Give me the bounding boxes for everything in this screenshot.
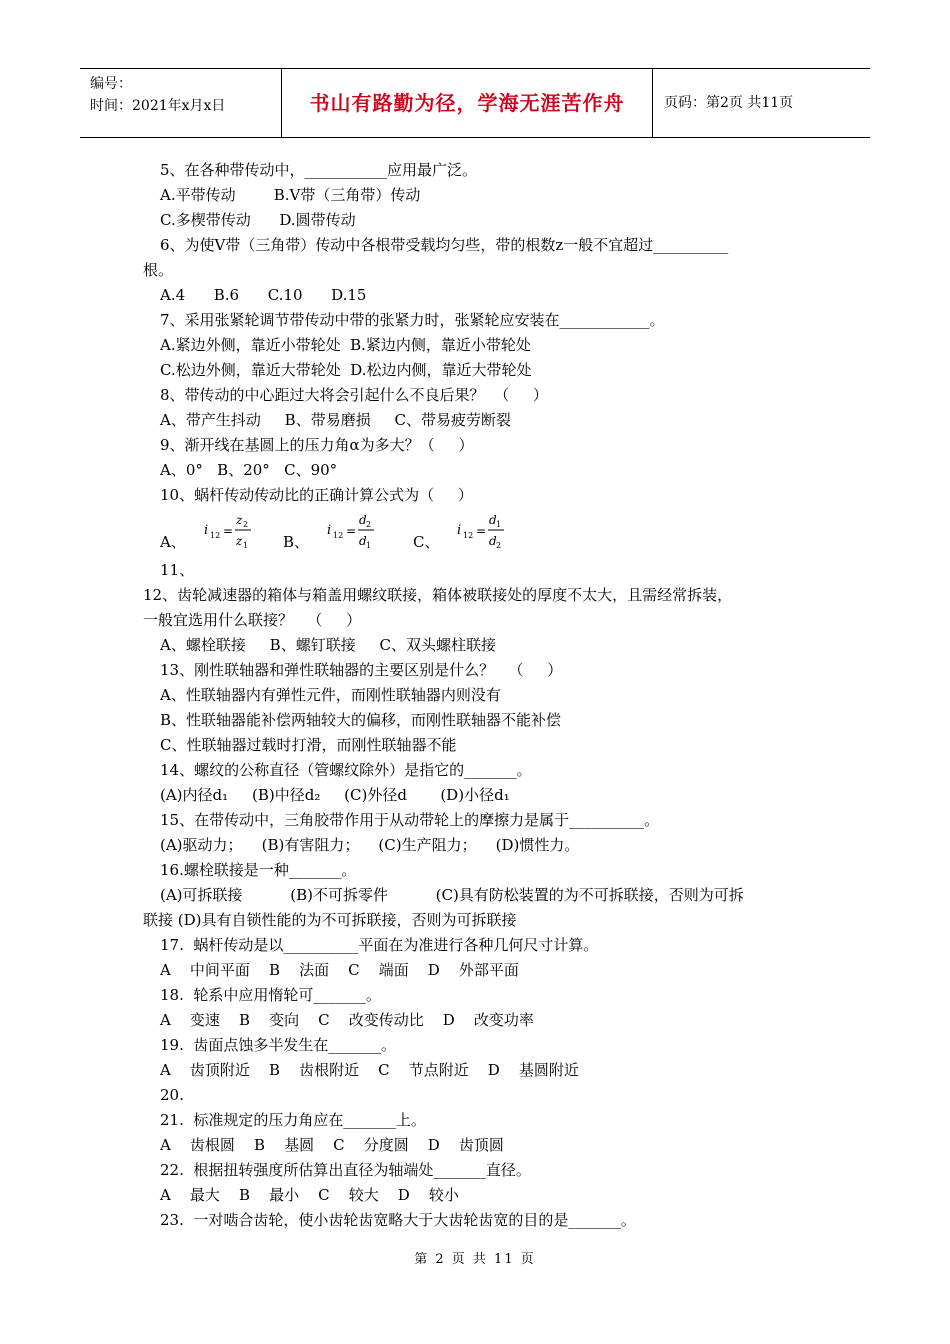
svg-text:1: 1 — [366, 541, 372, 550]
svg-text:=: = — [223, 524, 234, 538]
text-line: 10、蜗杆传动传动比的正确计算公式为（ ） — [160, 486, 473, 504]
text-line: A、0° B、20° C、90° — [160, 461, 338, 479]
text-line: 18. 轮系中应用惰轮可_______。 — [160, 986, 381, 1004]
text-line: 13、刚性联轴器和弹性联轴器的主要区别是什么？ （ ） — [160, 661, 563, 679]
text-line: A.紧边外侧，靠近小带轮处 B.紧边内侧，靠近小带轮处 — [160, 336, 531, 354]
svg-text:12: 12 — [463, 531, 474, 540]
formula-fraction — [311, 508, 381, 552]
header-meta — [80, 69, 280, 137]
document-date: 时间：2021年x月x日 — [90, 98, 226, 114]
text-line: 9、渐开线在基圆上的压力角α为多大？（ ） — [160, 436, 474, 454]
text-line: A 变速 B 变向 C 改变传动比 D 改变功率 — [160, 1011, 534, 1029]
svg-text:=: = — [476, 524, 487, 538]
text-line: (A)驱动力； (B)有害阻力； (C)生产阻力； (D)惯性力。 — [160, 836, 580, 854]
svg-text:d: d — [489, 513, 497, 527]
text-line: (A)内径d₁ (B)中径d₂ (C)外径d (D)小径d₁ — [160, 786, 510, 804]
text-line: 17. 蜗杆传动是以__________平面在为准进行各种几何尺寸计算。 — [160, 936, 599, 954]
formula-option-label: B、 — [283, 533, 310, 551]
questions-block-1 — [143, 158, 823, 508]
text-line: 19. 齿面点蚀多半发生在_______。 — [160, 1036, 396, 1054]
page-header — [80, 68, 870, 138]
text-line: 16.螺栓联接是一种_______。 — [160, 861, 357, 879]
svg-text:2: 2 — [243, 520, 249, 529]
text-line: 根。 — [143, 261, 174, 279]
svg-text:1: 1 — [496, 520, 502, 529]
text-line: 21. 标准规定的压力角应在_______上。 — [160, 1111, 426, 1129]
svg-text:z: z — [236, 513, 243, 527]
svg-text:d: d — [359, 513, 367, 527]
formula-option-label: A、 — [160, 533, 186, 551]
svg-text:i: i — [204, 523, 209, 538]
text-line: C、性联轴器过载时打滑，而刚性联轴器不能 — [160, 736, 457, 754]
text-line: A.平带传动 B.V带（三角带）传动 — [160, 186, 421, 204]
svg-text:2: 2 — [366, 520, 372, 529]
text-line: 15、在带传动中，三角胶带作用于从动带轮上的摩擦力是属于__________。 — [160, 811, 660, 829]
formula-options-row — [143, 508, 823, 558]
text-line: B、性联轴器能补偿两轴较大的偏移，而刚性联轴器不能补偿 — [160, 711, 562, 729]
svg-text:1: 1 — [243, 541, 249, 550]
question-content — [143, 158, 823, 1233]
svg-text:12: 12 — [333, 531, 344, 540]
text-line: A、螺栓联接 B、螺钉联接 C、双头螺柱联接 — [160, 636, 497, 654]
text-line: A 齿根圆 B 基圆 C 分度圆 D 齿顶圆 — [160, 1136, 504, 1154]
svg-text:i: i — [327, 523, 332, 538]
text-line: 14、螺纹的公称直径（管螺纹除外）是指它的_______。 — [160, 761, 532, 779]
svg-text:2: 2 — [496, 541, 502, 550]
text-line: 联接 (D)具有自锁性能的为不可拆联接，否则为可拆联接 — [143, 911, 517, 929]
formula-fraction — [188, 508, 258, 552]
text-line: 12、齿轮减速器的箱体与箱盖用螺纹联接，箱体被联接处的厚度不太大，且需经常拆装， — [143, 586, 733, 604]
svg-text:d: d — [489, 534, 497, 548]
svg-text:12: 12 — [210, 531, 221, 540]
svg-text:=: = — [346, 524, 357, 538]
text-line: 一般宜选用什么联接？ （ ） — [143, 611, 362, 629]
header-motto: 书山有路勤为径，学海无涯苦作舟 — [281, 69, 653, 137]
text-line: 20. — [160, 1086, 184, 1104]
questions-block-2 — [143, 558, 823, 1233]
text-line: A、带产生抖动 B、带易磨损 C、带易疲劳断裂 — [160, 411, 512, 429]
text-line: A.4 B.6 C.10 D.15 — [160, 286, 367, 304]
formula-fraction — [441, 508, 511, 552]
text-line: 22. 根据扭转强度所估算出直径为轴端处_______直径。 — [160, 1161, 531, 1179]
text-line: A、性联轴器内有弹性元件，而刚性联轴器内则没有 — [160, 686, 501, 704]
text-line: 23. 一对啮合齿轮，使小齿轮齿宽略大于大齿轮齿宽的目的是_______。 — [160, 1211, 636, 1229]
text-line: (A)可拆联接 (B)不可拆零件 (C)具有防松装置的为不可拆联接，否则为可拆 — [160, 886, 744, 904]
svg-text:d: d — [359, 534, 367, 548]
text-line: A 最大 B 最小 C 较大 D 较小 — [160, 1186, 459, 1204]
header-page-info: 页码：第2页 共11页 — [664, 95, 794, 111]
text-line: A 中间平面 B 法面 C 端面 D 外部平面 — [160, 961, 519, 979]
svg-text:z: z — [236, 534, 243, 548]
text-line: 5、在各种带传动中，___________应用最广泛。 — [160, 161, 478, 179]
svg-text:i: i — [457, 523, 462, 538]
text-line: 8、带传动的中心距过大将会引起什么不良后果？ （ ） — [160, 386, 548, 404]
text-line: A 齿顶附近 B 齿根附近 C 节点附近 D 基圆附近 — [160, 1061, 579, 1079]
text-line: 7、采用张紧轮调节带传动中带的张紧力时，张紧轮应安装在____________。 — [160, 311, 665, 329]
formula-option-label: C、 — [413, 533, 440, 551]
document-number-label: 编号： — [90, 76, 132, 92]
text-line: C.松边外侧，靠近大带轮处 D.松边内侧，靠近大带轮处 — [160, 361, 532, 379]
text-line: 11、 — [160, 561, 195, 579]
text-line: 6、为使V带（三角带）传动中各根带受载均匀些，带的根数z一般不宜超过__________ — [160, 236, 729, 254]
page-footer: 第 2 页 共 11 页 — [414, 1252, 536, 1267]
text-line: C.多楔带传动 D.圆带传动 — [160, 211, 356, 229]
